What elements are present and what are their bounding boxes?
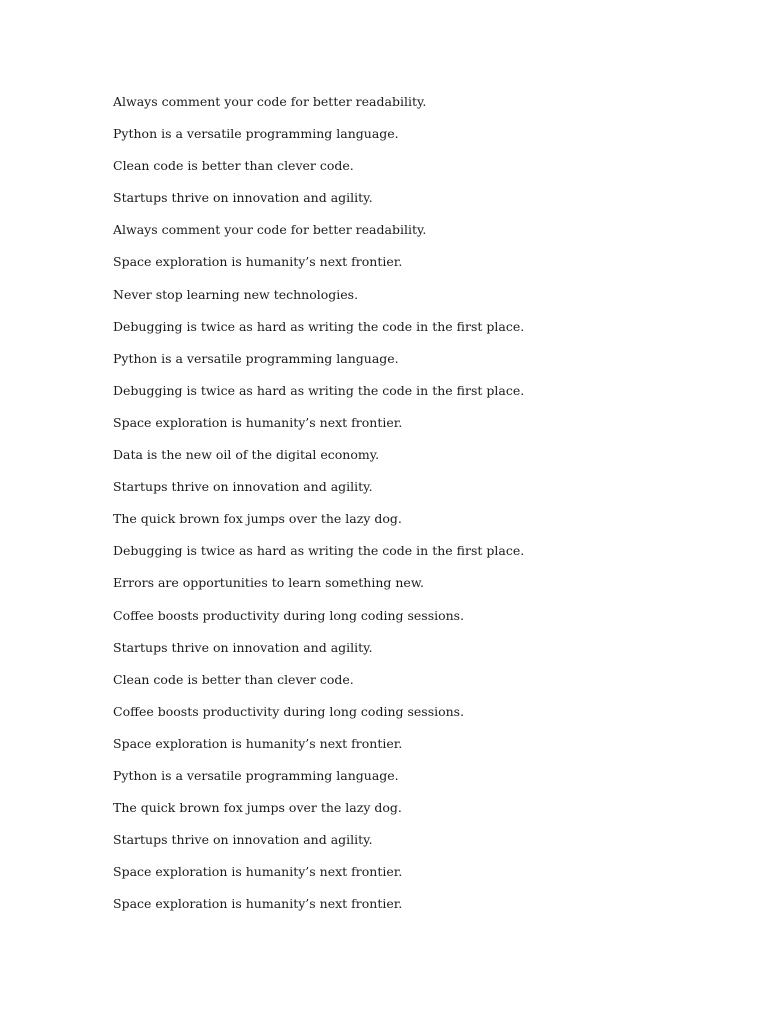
text-body (113, 93, 673, 927)
text-line: Debugging is twice as hard as writing the code in the first place. (113, 382, 525, 398)
text-line: Startups thrive on innovation and agility. (113, 190, 373, 206)
text-line: Coffee boosts productivity during long coding sessions. (113, 607, 465, 623)
text-line: Always comment your code for better readability. (113, 94, 427, 109)
text-line: The quick brown fox jumps over the lazy dog. (113, 511, 402, 527)
text-line: Space exploration is humanity’s next frontier. (113, 896, 403, 912)
text-line: Python is a versatile programming language. (113, 126, 399, 142)
text-line: Clean code is better than clever code. (113, 671, 354, 687)
text-line: Space exploration is humanity’s next frontier. (113, 864, 403, 880)
text-line: Debugging is twice as hard as writing the code in the first place. (113, 318, 525, 334)
text-line: Python is a versatile programming language. (113, 767, 399, 783)
text-line: Startups thrive on innovation and agility. (113, 479, 373, 495)
text-line: Never stop learning new technologies. (113, 286, 359, 302)
text-line: Data is the new oil of the digital economy. (113, 447, 380, 463)
text-line: Startups thrive on innovation and agility. (113, 639, 373, 655)
text-line: Always comment your code for better readability. (113, 222, 427, 238)
text-line: Clean code is better than clever code. (113, 158, 354, 174)
text-line: Space exploration is humanity’s next frontier. (113, 414, 403, 430)
text-line: Debugging is twice as hard as writing the code in the first place. (113, 543, 525, 559)
text-line: Errors are opportunities to learn something new. (113, 575, 425, 591)
text-line: Space exploration is humanity’s next frontier. (113, 735, 403, 751)
text-line: Python is a versatile programming language. (113, 350, 399, 366)
text-line: Coffee boosts productivity during long coding sessions. (113, 703, 465, 719)
text-line: Startups thrive on innovation and agility. (113, 832, 373, 848)
text-line: The quick brown fox jumps over the lazy dog. (113, 800, 402, 816)
text-line: Space exploration is humanity’s next frontier. (113, 254, 403, 270)
